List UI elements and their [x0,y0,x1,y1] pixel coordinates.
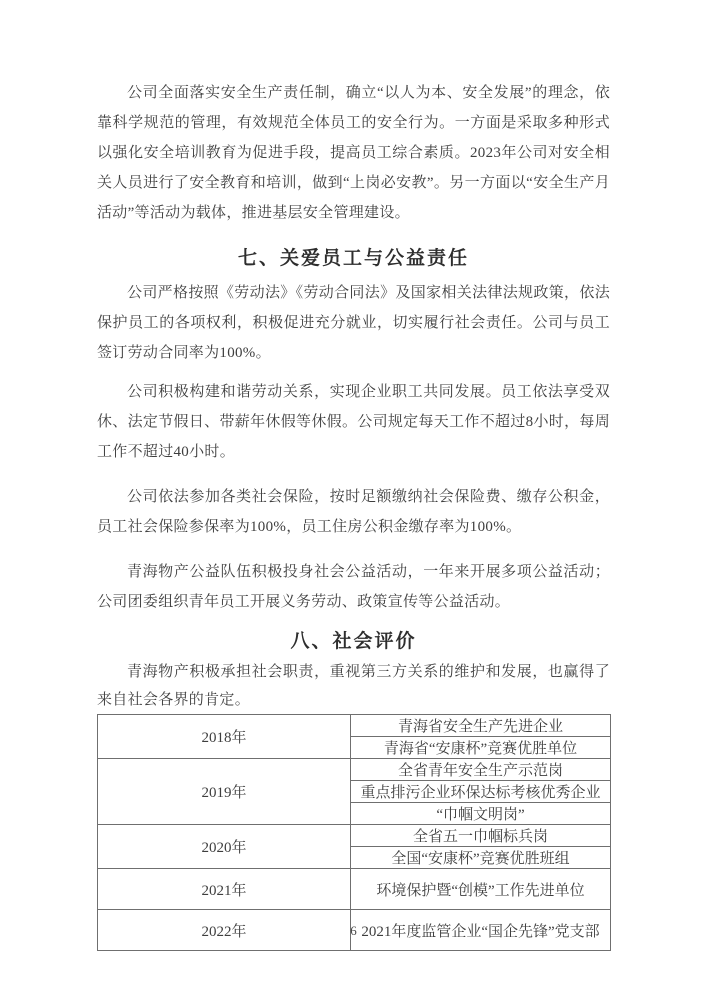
award-year-cell: 2019年 [98,759,351,825]
award-year-cell: 2018年 [98,715,351,759]
body-paragraph: 公司依法参加各类社会保险，按时足额缴纳社会保险费、缴存公积金，员工社会保险参保率为100%，员工住房公积金缴存率为100%。 [97,489,610,535]
award-year-cell: 2020年 [98,825,351,869]
awards-table [97,714,611,951]
body-paragraph: 青海物产公益队伍积极投身社会公益活动，一年来开展多项公益活动；公司团委组织青年员工开展义务劳动、政策宣传等公益活动。 [97,564,610,610]
page-number: 6 [350,923,357,938]
body-paragraph: 公司严格按照《劳动法》《劳动合同法》及国家相关法律法规政策，依法保护员工的各项权利，积极促进充分就业，切实履行社会责任。公司与员工签订劳动合同率为100%。 [97,285,610,361]
award-item-cell: 重点排污企业环保达标考核优秀企业 [351,781,611,803]
page-content [97,78,610,951]
section-heading-employee-welfare: 七、关爱员工与公益责任 [237,248,469,269]
body-paragraph: 青海物产积极承担社会职责，重视第三方关系的维护和发展，也赢得了来自社会各界的肯定。 [97,664,610,708]
award-item-cell: 青海省安全生产先进企业 [351,715,611,737]
award-item-cell: 全国“安康杯”竞赛优胜班组 [351,847,611,869]
award-year-cell: 2022年 [98,910,351,951]
award-item-cell: “巾帼文明岗” [351,803,611,825]
award-item-cell: 2021年度监管企业“国企先锋”党支部 [351,910,611,951]
award-year-cell: 2021年 [98,869,351,910]
award-item-cell: 全省五一巾帼标兵岗 [351,825,611,847]
intro-paragraph: 公司全面落实安全生产责任制，确立“以人为本、安全发展”的理念，依靠科学规范的管理，有效规范全体员工的安全行为。一方面是采取多种形式以强化安全培训教育为促进手段，提高员工综合素质。2023年公司对安全相关人员进行了安全教育和培训，做到“上岗必安教”。另一方面以“安全生产月活动”等活动为载体，推进基层安全管理建设。 [97,85,610,221]
table-row [98,825,611,847]
table-row [98,715,611,737]
award-item-cell: 青海省“安康杯”竞赛优胜单位 [351,737,611,759]
award-item-cell: 环境保护暨“创模”工作先进单位 [351,869,611,910]
table-row [98,869,611,910]
table-row [98,759,611,781]
award-item-cell: 全省青年安全生产示范岗 [351,759,611,781]
body-paragraph: 公司积极构建和谐劳动关系，实现企业职工共同发展。员工依法享受双休、法定节假日、带薪年休假等休假。公司规定每天工作不超过8小时，每周工作不超过40小时。 [97,384,610,460]
section-heading-social-evaluation: 八、社会评价 [290,631,417,652]
